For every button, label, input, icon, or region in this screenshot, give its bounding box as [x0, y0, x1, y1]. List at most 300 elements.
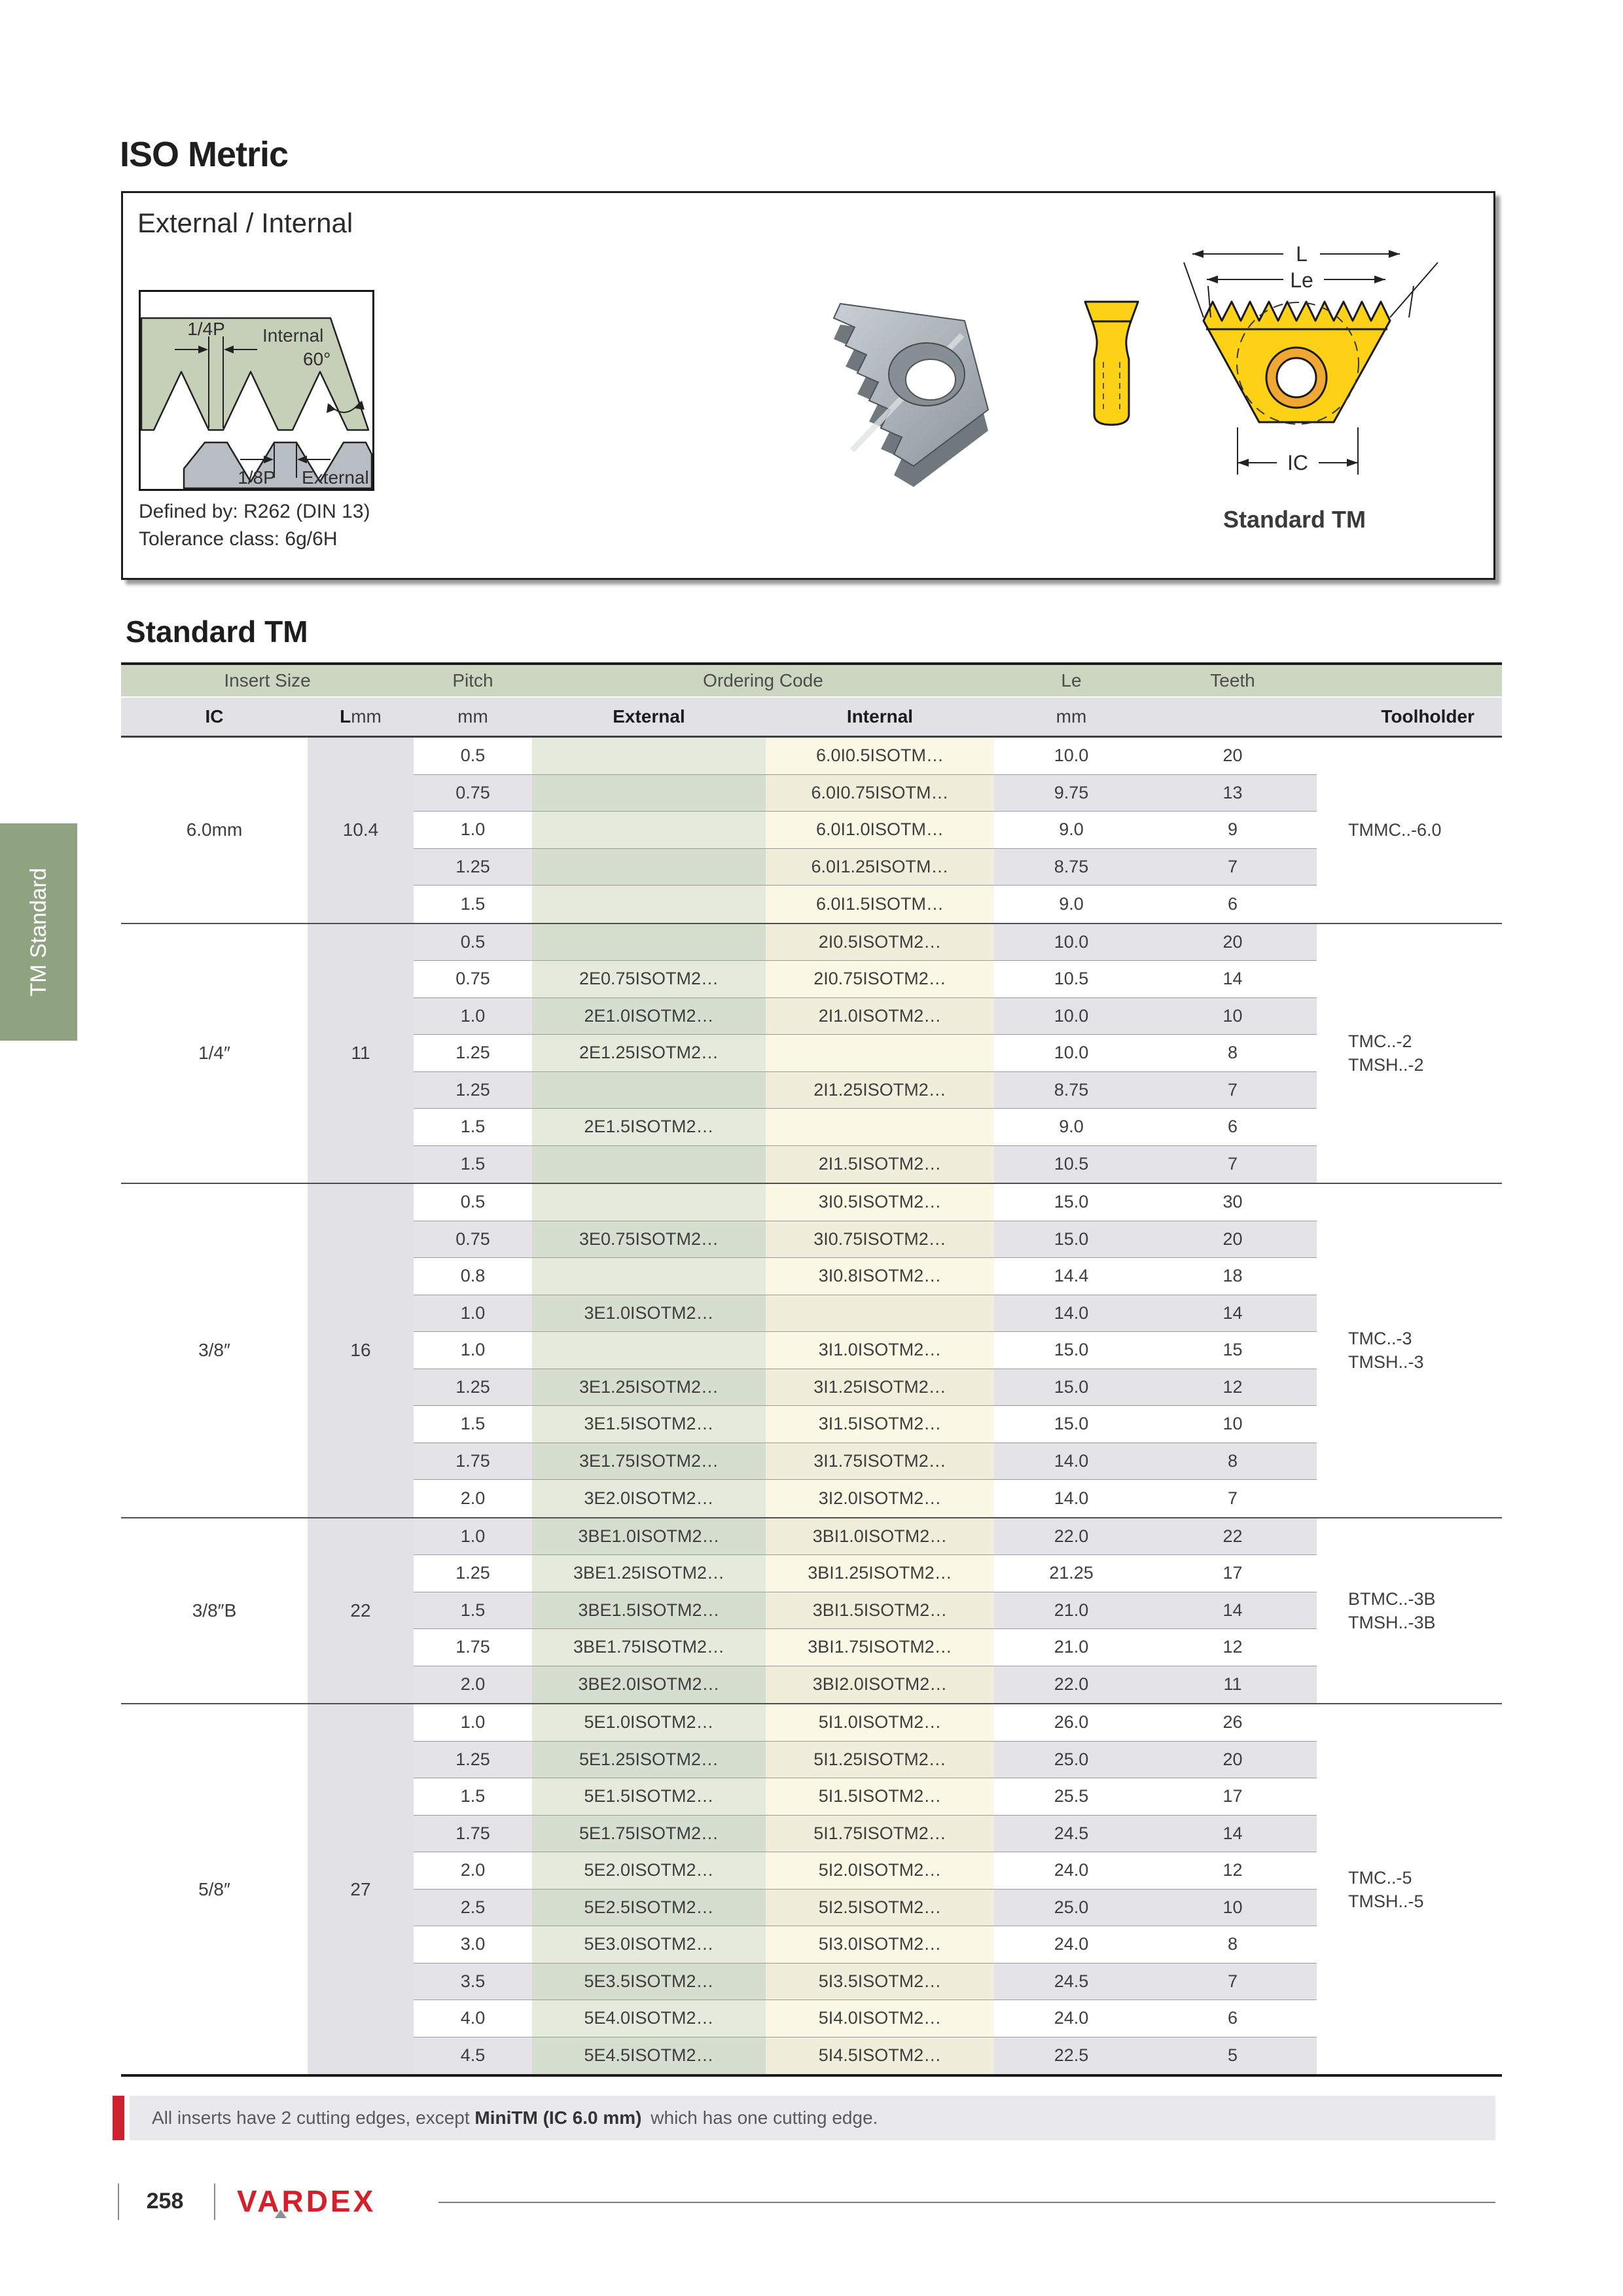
external-code-cell: 3E2.0ISOTM2…: [532, 1480, 766, 1517]
l-size-cell: 22: [308, 1518, 414, 1704]
internal-code-cell: 3I1.5ISOTM2…: [766, 1406, 994, 1443]
table-row: [414, 1332, 1317, 1369]
pitch-cell: 1.5: [414, 1778, 532, 1815]
toolholder-cell: [1317, 1184, 1502, 1517]
external-code-cell: [532, 1146, 766, 1183]
pitch-cell: 1.5: [414, 1109, 532, 1145]
header-l-unit: mm: [351, 706, 382, 726]
size-group: [121, 1184, 1502, 1517]
teeth-cell: 8: [1149, 1926, 1317, 1963]
toolholder-code: TMC..-3: [1348, 1329, 1412, 1349]
external-code-cell: [532, 849, 766, 886]
arrowhead: [1347, 459, 1358, 467]
external-code-cell: 3E1.75ISOTM2…: [532, 1443, 766, 1480]
note-accent-bar: [113, 2096, 124, 2140]
pitch-cell: 1.0: [414, 1295, 532, 1332]
external-code-cell: [532, 738, 766, 774]
internal-code-cell: 3BI1.0ISOTM2…: [766, 1518, 994, 1555]
external-code-cell: 2E1.25ISOTM2…: [532, 1035, 766, 1071]
toolholder-cell: [1317, 738, 1502, 923]
pitch-cell: 0.5: [414, 1184, 532, 1221]
internal-code-cell: [766, 1295, 994, 1332]
le-cell: 24.0: [994, 1852, 1149, 1889]
le-cell: 24.0: [994, 1926, 1149, 1963]
teeth-cell: 30: [1149, 1184, 1317, 1221]
pitch-cell: 1.25: [414, 849, 532, 886]
internal-code-cell: 5I4.0ISOTM2…: [766, 2000, 994, 2037]
external-code-cell: [532, 1072, 766, 1109]
le-cell: 10.0: [994, 924, 1149, 961]
internal-code-cell: 5I1.25ISOTM2…: [766, 1742, 994, 1778]
toolholder-code: TMC..-2: [1348, 1031, 1412, 1052]
external-code-cell: [532, 1184, 766, 1221]
arrowhead: [1374, 276, 1385, 283]
ic-size-cell: 5/8″: [198, 1878, 230, 1899]
le-cell: 25.0: [994, 1742, 1149, 1778]
teeth-cell: 11: [1149, 1666, 1317, 1704]
external-code-cell: 3BE1.75ISOTM2…: [532, 1629, 766, 1666]
table-row: [414, 775, 1317, 812]
group-rows: [414, 738, 1317, 923]
teeth-cell: 14: [1149, 961, 1317, 997]
ic-size-cell: 6.0mm: [186, 819, 243, 840]
external-code-cell: [532, 1258, 766, 1295]
toolholder-cell: [1317, 1518, 1502, 1704]
pitch-cell: 0.75: [414, 775, 532, 812]
sidebar-tab-label: TM Standard: [26, 867, 51, 997]
teeth-cell: 6: [1149, 886, 1317, 923]
internal-code-cell: 2I0.75ISOTM2…: [766, 961, 994, 997]
pitch-cell: 1.5: [414, 1146, 532, 1183]
pitch-cell: 2.5: [414, 1890, 532, 1926]
pitch-cell: 1.0: [414, 1518, 532, 1555]
header-le: Le: [1061, 670, 1082, 691]
pitch-cell: 1.25: [414, 1369, 532, 1406]
arrowhead: [1238, 459, 1249, 467]
pitch-cell: 0.5: [414, 924, 532, 961]
internal-code-cell: 5I3.5ISOTM2…: [766, 1964, 994, 2000]
internal-code-cell: 3I2.0ISOTM2…: [766, 1480, 994, 1517]
internal-thread-shape: [141, 318, 368, 430]
table-row: [414, 886, 1317, 923]
teeth-cell: 20: [1149, 1221, 1317, 1258]
le-cell: 21.0: [994, 1629, 1149, 1666]
teeth-cell: 6: [1149, 2000, 1317, 2037]
internal-code-cell: 6.0I0.5ISOTM…: [766, 738, 994, 774]
le-cell: 25.5: [994, 1778, 1149, 1815]
internal-code-cell: 3I0.5ISOTM2…: [766, 1184, 994, 1221]
teeth-cell: 26: [1149, 1704, 1317, 1741]
teeth-cell: 15: [1149, 1332, 1317, 1369]
teeth-cell: 22: [1149, 1518, 1317, 1555]
pitch-cell: 1.0: [414, 812, 532, 848]
pitch-cell: 1.75: [414, 1816, 532, 1852]
table-row: [414, 1816, 1317, 1853]
teeth-cell: 8: [1149, 1443, 1317, 1480]
group-rows: [414, 924, 1317, 1183]
internal-code-cell: 5I4.5ISOTM2…: [766, 2037, 994, 2075]
header-ic: IC: [205, 706, 224, 726]
table-row: [414, 738, 1317, 775]
internal-code-cell: 2I0.5ISOTM2…: [766, 924, 994, 961]
size-group: [121, 738, 1502, 923]
internal-code-cell: 3BI1.5ISOTM2…: [766, 1592, 994, 1629]
size-group: [121, 1518, 1502, 1704]
external-code-cell: 3E1.25ISOTM2…: [532, 1369, 766, 1406]
ext-line: [1184, 262, 1204, 317]
header-external: External: [613, 706, 685, 726]
external-code-cell: 5E4.5ISOTM2…: [532, 2037, 766, 2075]
teeth-cell: 20: [1149, 1742, 1317, 1778]
table-row: [414, 1146, 1317, 1183]
internal-code-cell: 2I1.25ISOTM2…: [766, 1072, 994, 1109]
internal-code-cell: 6.0I1.25ISOTM…: [766, 849, 994, 886]
internal-code-cell: 5I2.0ISOTM2…: [766, 1852, 994, 1889]
le-cell: 9.75: [994, 775, 1149, 812]
internal-code-cell: 3I1.25ISOTM2…: [766, 1369, 994, 1406]
l-dim-label: L: [1296, 244, 1308, 266]
internal-code-cell: 5I1.5ISOTM2…: [766, 1778, 994, 1815]
le-cell: 22.0: [994, 1666, 1149, 1704]
hole-center: [1277, 358, 1316, 397]
le-cell: 15.0: [994, 1184, 1149, 1221]
toolholder-cell: [1317, 924, 1502, 1183]
le-cell: 24.0: [994, 2000, 1149, 2037]
teeth-cell: 14: [1149, 1816, 1317, 1852]
note-bold-text: MiniTM (IC 6.0 mm): [474, 2108, 642, 2128]
side-body: [1092, 321, 1131, 425]
external-code-cell: 5E3.0ISOTM2…: [532, 1926, 766, 1963]
internal-code-cell: 2I1.0ISOTM2…: [766, 998, 994, 1035]
arrowhead: [1192, 250, 1204, 258]
teeth-cell: 17: [1149, 1555, 1317, 1592]
note-bar: [130, 2096, 1495, 2140]
table-row: [414, 1890, 1317, 1927]
internal-code-cell: 6.0I1.0ISOTM…: [766, 812, 994, 848]
ext-line: [1409, 286, 1414, 317]
l-size-cell: 11: [308, 924, 414, 1183]
internal-code-cell: 5I1.75ISOTM2…: [766, 1816, 994, 1852]
header-pitch: Pitch: [452, 670, 493, 691]
toolholder-code: BTMC..-3B: [1348, 1588, 1436, 1609]
teeth-cell: 9: [1149, 812, 1317, 848]
table-row: [414, 1443, 1317, 1480]
toolholder-code: TMSH..-3: [1348, 1352, 1424, 1372]
le-cell: 26.0: [994, 1704, 1149, 1741]
table-row: [414, 1629, 1317, 1666]
pitch-cell: 2.0: [414, 1666, 532, 1704]
pitch-cell: 1.25: [414, 1072, 532, 1109]
table-row: [414, 924, 1317, 961]
note-text-suffix: which has one cutting edge.: [645, 2108, 878, 2128]
table-row: [414, 1926, 1317, 1964]
external-label: External: [302, 467, 369, 488]
le-cell: 8.75: [994, 849, 1149, 886]
teeth-cell: 14: [1149, 1592, 1317, 1629]
side-top-cap: [1085, 302, 1138, 321]
thread-profile-drawing: [141, 292, 372, 489]
l-size-cell: 16: [308, 1184, 414, 1517]
page-number: 258: [146, 2189, 184, 2214]
teeth-cell: 12: [1149, 1852, 1317, 1889]
table-row: [414, 1778, 1317, 1816]
table-row: [414, 1258, 1317, 1295]
pitch-cell: 1.25: [414, 1742, 532, 1778]
toolholder-code: TMSH..-3B: [1348, 1612, 1436, 1632]
l-size-cell: 10.4: [308, 738, 414, 923]
footer-divider-line: [118, 2183, 119, 2220]
internal-code-cell: 3I1.75ISOTM2…: [766, 1443, 994, 1480]
internal-code-cell: 3BI1.25ISOTM2…: [766, 1555, 994, 1592]
table-row: [414, 1221, 1317, 1259]
table-row: [414, 1184, 1317, 1221]
external-code-cell: 3BE1.5ISOTM2…: [532, 1592, 766, 1629]
external-code-cell: 2E1.5ISOTM2…: [532, 1109, 766, 1145]
table-row: [414, 1555, 1317, 1592]
table-row: [414, 812, 1317, 849]
table-row: [414, 1518, 1317, 1556]
internal-label: Internal: [262, 325, 324, 346]
table-row: [414, 1295, 1317, 1333]
pitch-cell: 0.75: [414, 961, 532, 997]
le-cell: 15.0: [994, 1221, 1149, 1258]
brand-logo-triangle-icon: [275, 2210, 287, 2218]
table-row: [414, 1480, 1317, 1517]
toolholder-code: TMMC..-6.0: [1348, 820, 1442, 840]
info-box: [121, 191, 1495, 580]
internal-code-cell: 5I1.0ISOTM2…: [766, 1704, 994, 1741]
group-rows: [414, 1518, 1317, 1704]
le-cell: 9.0: [994, 886, 1149, 923]
external-code-cell: [532, 812, 766, 848]
table-row: [414, 1369, 1317, 1407]
footer-rule: [438, 2202, 1495, 2203]
le-cell: 22.0: [994, 1518, 1149, 1555]
info-box-title: External / Internal: [137, 207, 353, 238]
le-cell: 25.0: [994, 1890, 1149, 1926]
teeth-cell: 20: [1149, 924, 1317, 961]
table-row: [414, 2037, 1317, 2075]
size-group: [121, 924, 1502, 1183]
teeth-cell: 7: [1149, 1480, 1317, 1517]
teeth-cell: 5: [1149, 2037, 1317, 2075]
le-cell: 9.0: [994, 1109, 1149, 1145]
table-row: [414, 1704, 1317, 1742]
table-row: [414, 961, 1317, 998]
toolholder-code: TMSH..-5: [1348, 1891, 1424, 1911]
internal-code-cell: 3I0.75ISOTM2…: [766, 1221, 994, 1258]
eighth-p-label: 1/8P: [238, 467, 276, 488]
table-body: [121, 738, 1502, 2074]
teeth-cell: 13: [1149, 775, 1317, 812]
le-dim-label: Le: [1290, 268, 1313, 292]
table-header-column-row: [121, 698, 1502, 736]
table-row: [414, 1592, 1317, 1630]
external-code-cell: 5E3.5ISOTM2…: [532, 1964, 766, 2000]
internal-code-cell: 3BI2.0ISOTM2…: [766, 1666, 994, 1704]
le-cell: 10.0: [994, 998, 1149, 1035]
teeth-cell: 17: [1149, 1778, 1317, 1815]
tolerance-text: Tolerance class: 6g/6H: [139, 528, 338, 550]
teeth-cell: 7: [1149, 1964, 1317, 2000]
group-rows: [414, 1704, 1317, 2074]
teeth-cell: 8: [1149, 1035, 1317, 1071]
le-cell: 14.0: [994, 1480, 1149, 1517]
le-cell: 22.5: [994, 2037, 1149, 2075]
external-code-cell: 2E1.0ISOTM2…: [532, 998, 766, 1035]
internal-code-cell: 3BI1.75ISOTM2…: [766, 1629, 994, 1666]
arrowhead: [1207, 276, 1218, 283]
pitch-cell: 1.5: [414, 1592, 532, 1629]
teeth-cell: 6: [1149, 1109, 1317, 1145]
pitch-cell: 1.5: [414, 1406, 532, 1443]
teeth-cell: 12: [1149, 1369, 1317, 1406]
ext-line: [1390, 262, 1438, 317]
table-row: [414, 1666, 1317, 1704]
le-cell: 10.5: [994, 961, 1149, 997]
ic-size-cell: 3/8″B: [192, 1600, 237, 1621]
header-l: L: [340, 706, 351, 726]
note-text: All inserts have 2 cutting edges, except: [152, 2108, 475, 2128]
header-le-mm: mm: [1056, 706, 1087, 726]
le-cell: 10.0: [994, 738, 1149, 774]
table-row: [414, 1406, 1317, 1443]
table-row: [414, 1964, 1317, 2001]
pitch-cell: 1.5: [414, 886, 532, 923]
pitch-cell: 1.25: [414, 1035, 532, 1071]
quarter-p-label: 1/4P: [187, 319, 225, 339]
teeth-cell: 10: [1149, 1890, 1317, 1926]
ic-size-cell: 3/8″: [198, 1340, 230, 1361]
page-title: ISO Metric: [120, 135, 289, 174]
spec-table: [121, 662, 1502, 2077]
table-row: [414, 1072, 1317, 1109]
le-cell: 15.0: [994, 1406, 1149, 1443]
pitch-cell: 1.0: [414, 1704, 532, 1741]
toolholder-code: TMC..-5: [1348, 1867, 1412, 1888]
teeth-cell: 10: [1149, 1406, 1317, 1443]
ic-dim-label: IC: [1287, 451, 1308, 475]
teeth-cell: 7: [1149, 1146, 1317, 1183]
pitch-cell: 3.5: [414, 1964, 532, 2000]
header-ordering-code: Ordering Code: [703, 670, 823, 691]
pitch-cell: 0.75: [414, 1221, 532, 1258]
le-cell: 21.25: [994, 1555, 1149, 1592]
teeth-cell: 12: [1149, 1629, 1317, 1666]
external-code-cell: 5E1.0ISOTM2…: [532, 1704, 766, 1741]
teeth-cell: 7: [1149, 1072, 1317, 1109]
insert-side-image: [1077, 299, 1146, 430]
pitch-cell: 3.0: [414, 1926, 532, 1963]
pitch-cell: 1.75: [414, 1629, 532, 1666]
external-code-cell: 5E2.0ISOTM2…: [532, 1852, 766, 1889]
table-row: [414, 998, 1317, 1035]
hole-through: [906, 359, 955, 400]
le-cell: 15.0: [994, 1369, 1149, 1406]
thread-profile-diagram: [139, 290, 374, 491]
internal-code-cell: 3I0.8ISOTM2…: [766, 1258, 994, 1295]
section-heading: Standard TM: [126, 615, 308, 649]
teeth-cell: 7: [1149, 849, 1317, 886]
toolholder-code: TMSH..-2: [1348, 1055, 1424, 1075]
sidebar-tab-tm-standard: [0, 823, 77, 1041]
defined-by-text: Defined by: R262 (DIN 13): [139, 501, 370, 522]
le-cell: 8.75: [994, 1072, 1149, 1109]
group-rows: [414, 1184, 1317, 1517]
insert-caption: Standard TM: [1222, 506, 1366, 533]
external-code-cell: [532, 1332, 766, 1369]
le-cell: 14.0: [994, 1295, 1149, 1332]
pitch-cell: 1.25: [414, 1555, 532, 1592]
table-row: [414, 1109, 1317, 1146]
table-row: [414, 849, 1317, 886]
size-group: [121, 1704, 1502, 2074]
table-row: [414, 1035, 1317, 1072]
teeth-cell: 18: [1149, 1258, 1317, 1295]
external-code-cell: 5E1.5ISOTM2…: [532, 1778, 766, 1815]
footer-divider-line-2: [214, 2183, 215, 2220]
teeth-cell: 14: [1149, 1295, 1317, 1332]
pitch-cell: 2.0: [414, 1480, 532, 1517]
header-internal: Internal: [846, 706, 914, 726]
internal-code-cell: [766, 1109, 994, 1145]
external-code-cell: 3E1.0ISOTM2…: [532, 1295, 766, 1332]
external-code-cell: 3E1.5ISOTM2…: [532, 1406, 766, 1443]
le-cell: 10.0: [994, 1035, 1149, 1071]
external-code-cell: [532, 775, 766, 812]
le-cell: 9.0: [994, 812, 1149, 848]
internal-code-cell: 3I1.0ISOTM2…: [766, 1332, 994, 1369]
external-code-cell: 5E2.5ISOTM2…: [532, 1890, 766, 1926]
external-code-cell: 3E0.75ISOTM2…: [532, 1221, 766, 1258]
angle-label: 60°: [303, 349, 331, 369]
le-cell: 21.0: [994, 1592, 1149, 1629]
external-code-cell: 5E1.75ISOTM2…: [532, 1816, 766, 1852]
external-code-cell: 5E4.0ISOTM2…: [532, 2000, 766, 2037]
pitch-cell: 2.0: [414, 1852, 532, 1889]
header-insert-size: Insert Size: [224, 670, 311, 691]
table-header-group-row: [121, 665, 1502, 696]
pitch-cell: 4.5: [414, 2037, 532, 2075]
external-code-cell: 3BE1.25ISOTM2…: [532, 1555, 766, 1592]
table-row: [414, 1852, 1317, 1890]
internal-code-cell: 6.0I0.75ISOTM…: [766, 775, 994, 812]
ic-size-cell: 1/4″: [198, 1043, 230, 1064]
le-cell: 24.5: [994, 1964, 1149, 2000]
pitch-cell: 1.0: [414, 998, 532, 1035]
insert-3d-image: [797, 295, 1020, 491]
external-code-cell: 3BE2.0ISOTM2…: [532, 1666, 766, 1704]
pitch-cell: 1.0: [414, 1332, 532, 1369]
table-row: [414, 2000, 1317, 2037]
brand-logo: VARDEX: [237, 2184, 376, 2218]
table-row: [414, 1742, 1317, 1779]
pitch-cell: 1.75: [414, 1443, 532, 1480]
teeth-cell: 10: [1149, 998, 1317, 1035]
header-l-mm: [308, 698, 414, 736]
external-code-cell: 3BE1.0ISOTM2…: [532, 1518, 766, 1555]
l-size-cell: 27: [308, 1704, 414, 2074]
internal-code-cell: 5I3.0ISOTM2…: [766, 1926, 994, 1963]
header-teeth: Teeth: [1210, 670, 1255, 691]
le-cell: 10.5: [994, 1146, 1149, 1183]
internal-code-cell: [766, 1035, 994, 1071]
external-code-cell: 2E0.75ISOTM2…: [532, 961, 766, 997]
external-code-cell: [532, 924, 766, 961]
internal-code-cell: 6.0I1.5ISOTM…: [766, 886, 994, 923]
pitch-cell: 4.0: [414, 2000, 532, 2037]
internal-code-cell: 2I1.5ISOTM2…: [766, 1146, 994, 1183]
